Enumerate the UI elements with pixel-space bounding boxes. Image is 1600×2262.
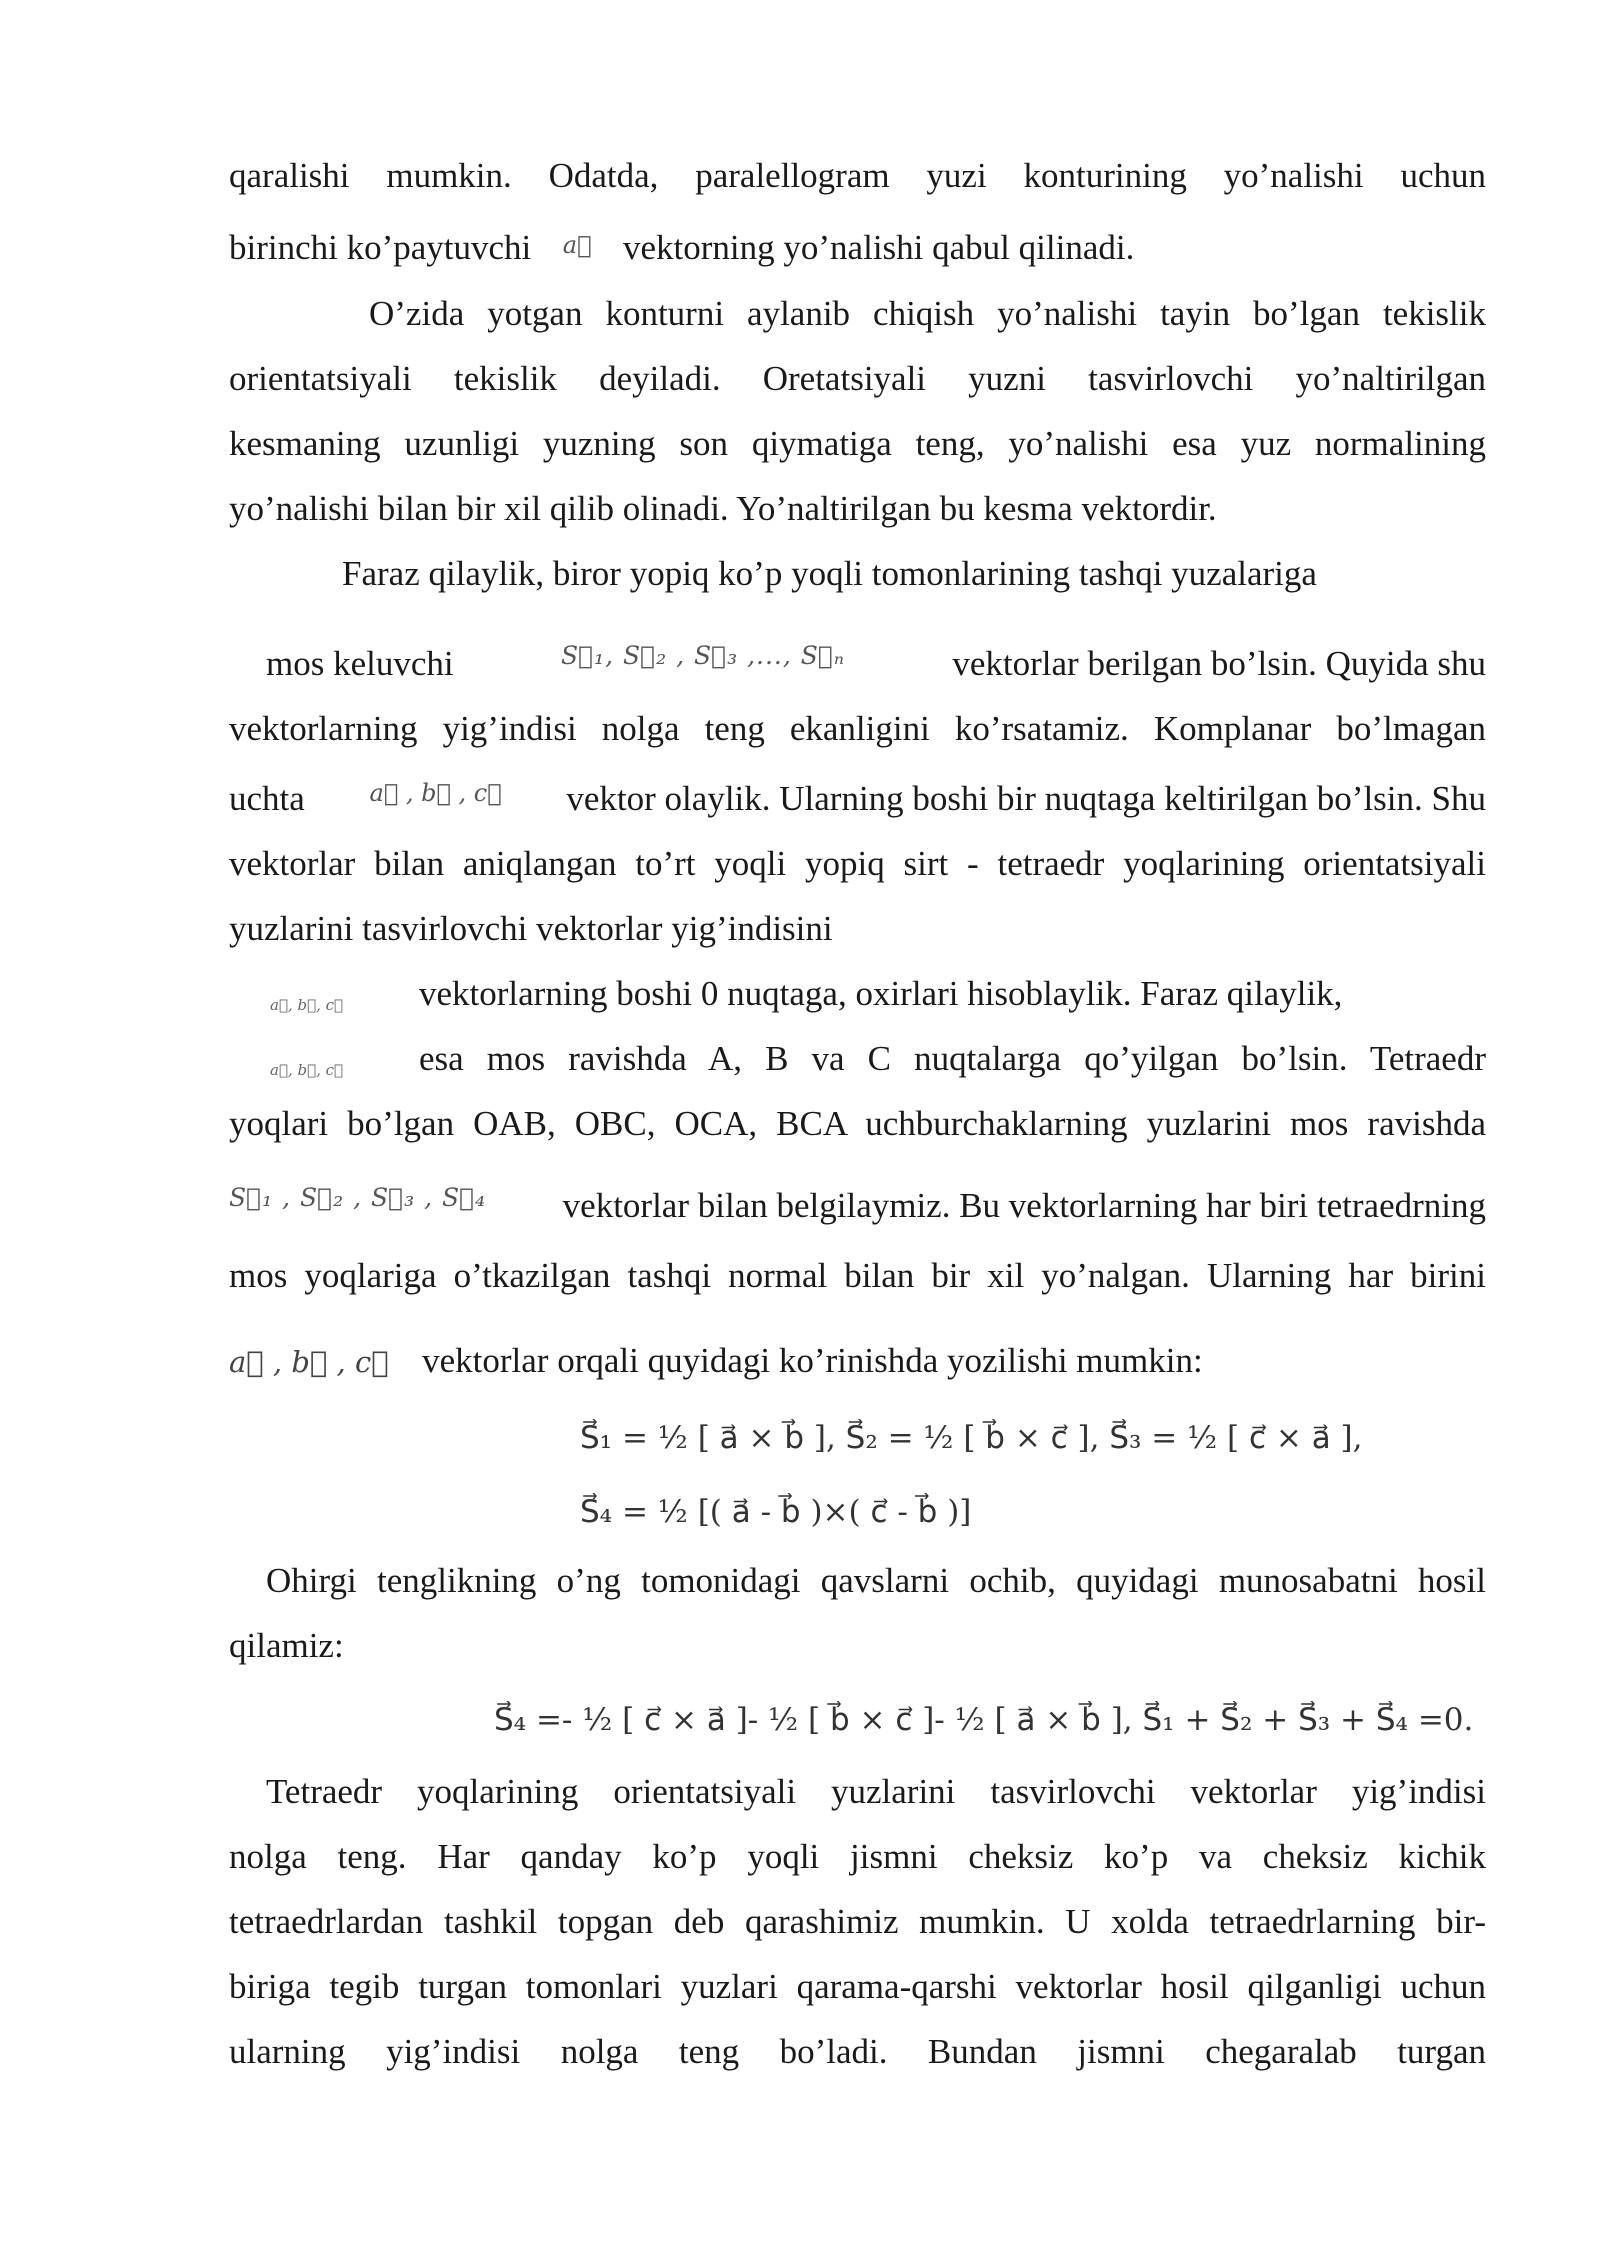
text-line: [229, 779, 1486, 819]
text-fragment: uchta: [229, 779, 305, 818]
text-fragment: vektorlar berilgan bo’lsin. Quyida shu: [952, 644, 1486, 683]
formula-s4: S⃗₄ = ½ [( a⃗ - b⃗ )×( c⃗ - b⃗ )]: [580, 1494, 972, 1530]
text-line: [266, 641, 1486, 684]
text-line: qilamiz:: [229, 1626, 344, 1665]
text-line: tetraedrlardan tashkil topgan deb qarashimiz mumkin. U xolda tetraedrlarning bir-: [229, 1902, 1486, 1941]
text-line: biriga tegib turgan tomonlari yuzlari qarama-qarshi vektorlar hosil qilganligi uchun: [229, 1967, 1486, 2006]
text-line: kesmaning uzunligi yuzning son qiymatiga teng, yo’nalishi esa yuz normalining: [229, 424, 1486, 463]
text-line: Tetraedr yoqlarining orientatsiyali yuzlarini tasvirlovchi vektorlar yig’indisi: [266, 1772, 1486, 1811]
text-fragment: vektorlar orqali quyidagi ko’rinishda yozilishi mumkin:: [422, 1341, 1203, 1380]
text-line: vektorlarning boshi 0 nuqtaga, oxirlari hisoblaylik. Faraz qilaylik,: [419, 974, 1343, 1013]
text-fragment: birinchi ko’paytuvchi: [229, 228, 532, 267]
text-line: O’zida yotgan konturni aylanib chiqish yo’nalishi tayin bo’lgan tekislik: [369, 294, 1486, 333]
vector-abc-large: a⃗ , b⃗ , c⃗: [229, 1345, 389, 1379]
text-line: [229, 228, 1486, 271]
text-line: [229, 1183, 1486, 1226]
vector-a-symbol: a⃗: [562, 231, 592, 259]
text-line: Faraz qilaylik, biror yopiq ko’p yoqli tomonlarining tashqi yuzalariga: [342, 554, 1317, 593]
text-line: mos yoqlariga o’tkazilgan tashqi normal bilan bir xil yo’nalgan. Ularning har birini: [229, 1256, 1486, 1295]
text-line: [229, 1341, 1486, 1382]
vector-abc-small: a⃗, b⃗, c⃗: [270, 1061, 344, 1079]
text-line: vektorlarning yig’indisi nolga teng ekanligini ko’rsatamiz. Komplanar bo’lmagan: [229, 709, 1486, 748]
vector-abc-list: a⃗ , b⃗ , c⃗: [369, 779, 502, 807]
text-line: nolga teng. Har qanday ko’p yoqli jismni cheksiz ko’p va cheksiz kichik: [229, 1837, 1486, 1876]
text-fragment: vektorning yo’nalishi qabul qilinadi.: [623, 228, 1135, 267]
vector-abc-small: a⃗, b⃗, c⃗: [270, 996, 344, 1014]
text-fragment: vektorlar bilan belgilaymiz. Bu vektorlarning har biri tetraedrning: [562, 1186, 1486, 1225]
vector-s4-list: S⃗₁ , S⃗₂ , S⃗₃ , S⃗₄: [229, 1183, 487, 1212]
text-line: orientatsiyali tekislik deyiladi. Oretatsiyali yuzni tasvirlovchi yo’naltirilgan: [229, 359, 1486, 398]
text-line: Ohirgi tenglikning o’ng tomonidagi qavslarni ochib, quyidagi munosabatni hosil: [266, 1561, 1486, 1600]
text-line: esa mos ravishda A, B va C nuqtalarga qo’yilgan bo’lsin. Tetraedr: [419, 1039, 1486, 1078]
text-fragment: mos keluvchi: [266, 644, 454, 683]
text-line: vektorlar bilan aniqlangan to’rt yoqli yopiq sirt - tetraedr yoqlarining orientatsiyali: [229, 844, 1486, 883]
text-line: ularning yig’indisi nolga teng bo’ladi. Bundan jismni chegaralab turgan: [229, 2032, 1486, 2071]
text-fragment: vektor olaylik. Ularning boshi bir nuqtaga keltirilgan bo’lsin. Shu: [566, 779, 1486, 818]
vector-s-list: S⃗₁, S⃗₂ , S⃗₃ ,..., S⃗ₙ: [560, 641, 846, 670]
text-line: yuzlarini tasvirlovchi vektorlar yig’indisini: [229, 909, 833, 948]
text-line: yo’nalishi bilan bir xil qilib olinadi. Yo’naltirilgan bu kesma vektordir.: [229, 489, 1217, 528]
text-line: qaralishi mumkin. Odatda, paralellogram yuzi konturining yo’nalishi uchun: [229, 156, 1486, 195]
formula-s1-s2-s3: S⃗₁ = ½ [ a⃗ × b⃗ ], S⃗₂ = ½ [ b⃗ × c⃗ ], S⃗₃ = ½ [ c⃗ × a⃗ ],: [580, 1420, 1363, 1456]
text-line: yoqlari bo’lgan OAB, OBC, OCA, BCA uchburchaklarning yuzlarini mos ravishda: [229, 1104, 1486, 1143]
formula-s4-expanded: S⃗₄ =- ½ [ c⃗ × a⃗ ]- ½ [ b⃗ × c⃗ ]- ½ [ a⃗ × b⃗ ], S⃗₁ + S⃗₂ + S⃗₃ + S⃗₄ =0.: [494, 1702, 1474, 1738]
